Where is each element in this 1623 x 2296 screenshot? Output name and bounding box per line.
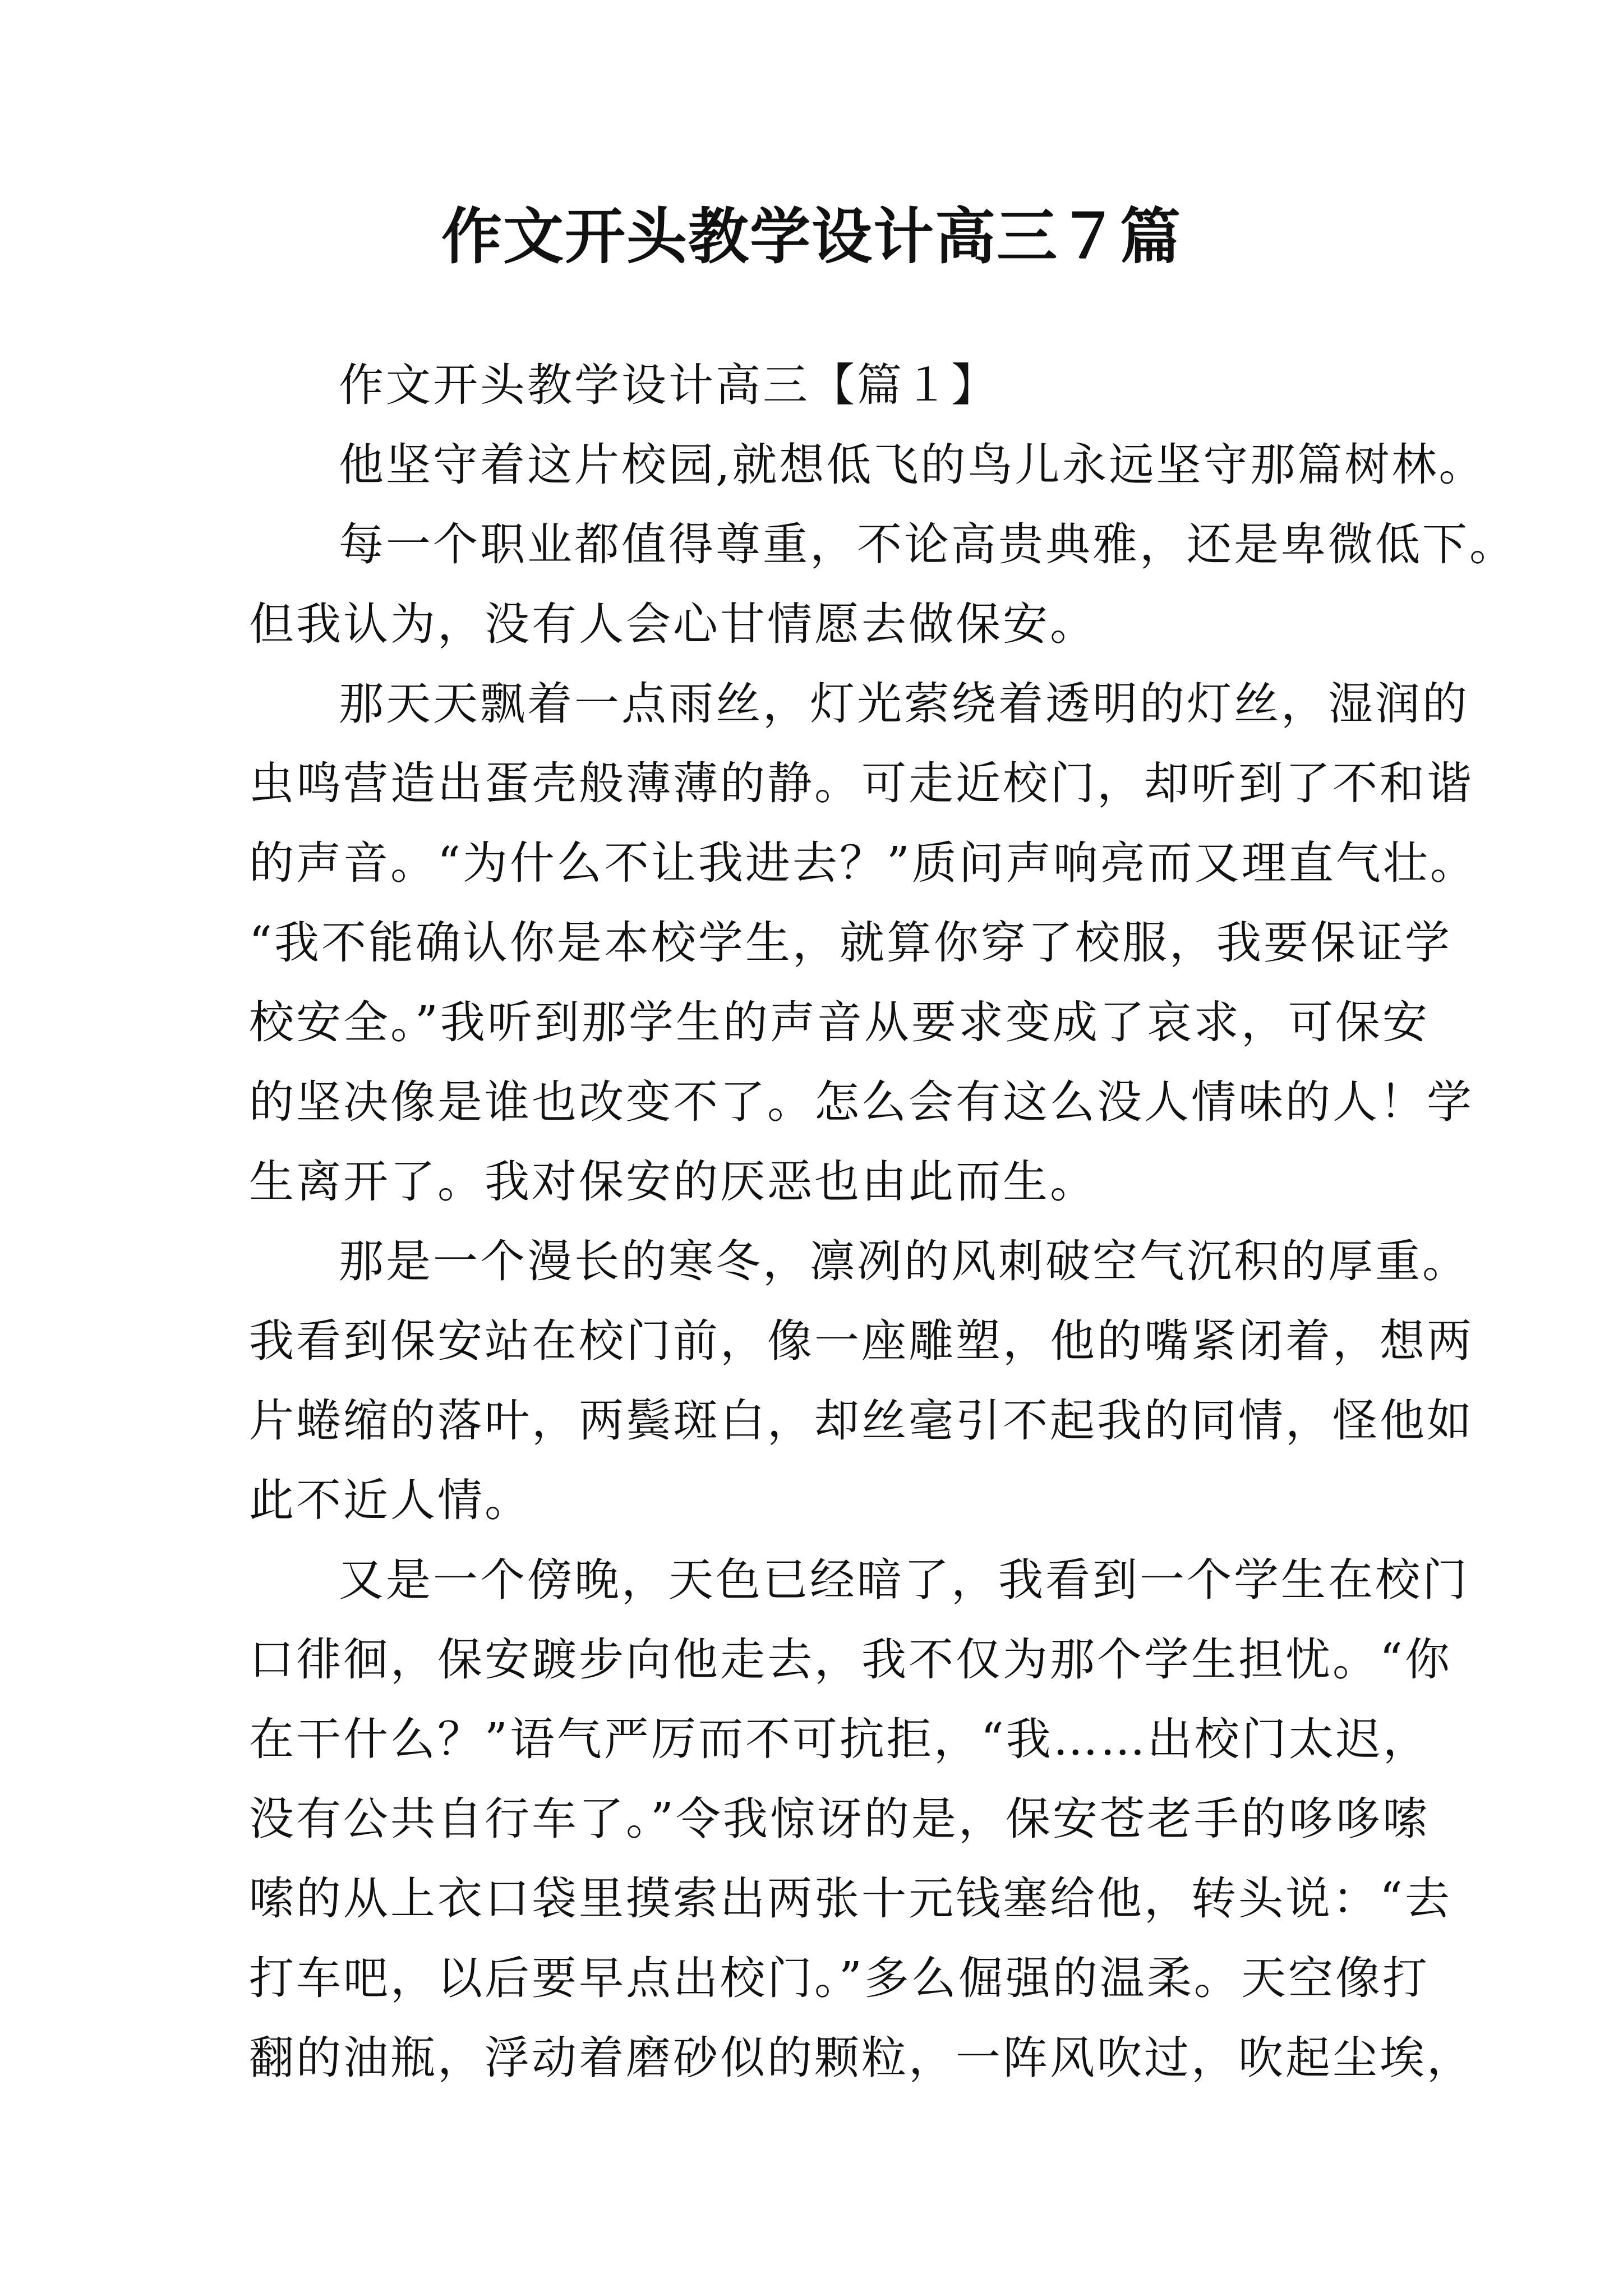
text-line: 在干什么？”语气严厉而不可抗拒，“我……出校门太迟， — [249, 1713, 1430, 1765]
text-line: 没有公共自行车了。”令我惊讶的是，保安苍老手的哆哆嗦 — [249, 1793, 1430, 1845]
text-line: 他坚守着这片校园,就想低飞的鸟儿永远坚守那篇树林。 — [339, 439, 1486, 491]
section-heading: 作文开头教学设计高三【篇１】 — [339, 359, 998, 411]
text-line: 嗦的从上衣口袋里摸索出两张十元钱塞给他，转头说：“去 — [249, 1872, 1452, 1925]
document-body — [249, 346, 1516, 2098]
document-title: 作文开头教学设计高三７篇 — [441, 201, 1182, 272]
text-line: 又是一个傍晚，天色已经暗了，我看到一个学生在校门 — [339, 1554, 1469, 1606]
text-line: 校安全。”我听到那学生的声音从要求变成了哀求，可保安 — [249, 996, 1430, 1048]
text-line: 翻的油瓶，浮动着磨砂似的颗粒，一阵风吹过，吹起尘埃， — [249, 2032, 1474, 2084]
text-line: 片蜷缩的落叶，两鬓斑白，却丝毫引不起我的同情，怪他如 — [249, 1395, 1474, 1447]
text-line: 打车吧，以后要早点出校门。”多么倔强的温柔。天空像打 — [249, 1952, 1430, 2004]
text-line: 但我认为，没有人会心甘情愿去做保安。 — [249, 598, 1097, 650]
text-line: 生离开了。我对保安的厌恶也由此而生。 — [249, 1156, 1097, 1208]
text-line: 口徘徊，保安踱步向他走去，我不仅为那个学生担忧。“你 — [249, 1634, 1452, 1686]
text-line: “我不能确认你是本校学生，就算你穿了校服，我要保证学 — [249, 917, 1452, 969]
text-line: 那天天飘着一点雨丝，灯光萦绕着透明的灯丝，湿润的 — [339, 678, 1469, 730]
text-line: 我看到保安站在校门前，像一座雕塑，他的嘴紧闭着，想两 — [249, 1315, 1474, 1367]
text-line: 的坚决像是谁也改变不了。怎么会有这么没人情味的人！学 — [249, 1076, 1474, 1128]
text-line: 那是一个漫长的寒冬，凛冽的风刺破空气沉积的厚重。 — [339, 1235, 1469, 1287]
text-line: 每一个职业都值得尊重，不论高贵典雅，还是卑微低下。 — [339, 518, 1516, 570]
text-line: 此不近人情。 — [249, 1474, 532, 1526]
text-line: 虫鸣营造出蛋壳般薄薄的静。可走近校门，却听到了不和谐 — [249, 757, 1474, 809]
text-line: 的声音。“为什么不让我进去？”质问声响亮而又理直气壮。 — [249, 837, 1477, 889]
